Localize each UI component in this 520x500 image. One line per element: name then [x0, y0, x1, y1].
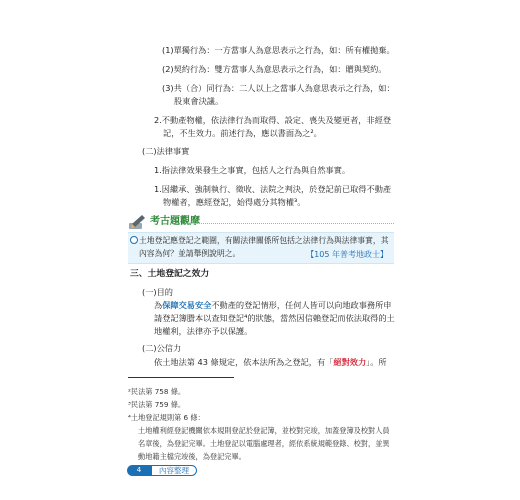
purpose-line-1: [154, 299, 391, 311]
purpose-post: 不動產的登記情形，任何人皆可以向地政事務所申: [211, 300, 392, 310]
legal-fact-item-2-cont: 物權者，應經登記，始得處分其物權³。: [163, 197, 306, 207]
item-2-real-right-cont: 記，不生效力。前述行為，應以書面為之²。: [163, 128, 322, 138]
legal-fact-item-1: 1.指法律效果發生之事實，包括人之行為與自然事實。: [154, 165, 351, 175]
page-tab: [127, 465, 201, 476]
purpose-pre: 為: [154, 300, 163, 310]
exam-review-header: [128, 214, 394, 231]
public-trust-pre: 依土地法第 43 條規定，依本法所為之登記，有「: [154, 357, 334, 367]
page-number: 4: [127, 465, 151, 476]
section-heading: 三、土地登記之效力: [130, 269, 210, 279]
subheading-public-trust: (二)公信力: [142, 343, 182, 353]
highlight-transaction-safety: 保障交易安全: [162, 300, 212, 310]
exam-question-line-2: 內容為何？並請舉例說明之。: [139, 249, 241, 258]
item-3-joint-act-cont: 股東會決議。: [174, 96, 224, 106]
legal-fact-item-2: 1.因繼承、強制執行、徵收、法院之判決，於登記前已取得不動產: [154, 184, 392, 194]
footnote-divider: [128, 377, 234, 378]
purpose-line-2: 請登記簿謄本以查知登記⁴的狀態，當然因信賴登記而依法取得的土: [154, 313, 395, 323]
item-3-joint-act: (3)共（合）同行為：二人以上之當事人為意思表示之行為，如：: [162, 83, 395, 93]
footnote-3: ³民法第 759 條。: [128, 400, 186, 409]
highlight-absolute-effect: 絕對效力: [333, 357, 367, 367]
subheading-purpose: (一)目的: [142, 287, 173, 297]
question-bullet-icon: [130, 236, 138, 244]
footnote-4-line-3: 動地籍主檔完竣後，為登記完畢。: [138, 452, 246, 461]
exam-source: 【105 年普考地政士】: [306, 250, 388, 259]
exam-question-box: [128, 232, 394, 264]
item-2-contract-act: (2)契約行為：雙方當事人為意思表示之行為，如：贈與契約。: [162, 64, 387, 74]
purpose-line-3: 地權利，法律亦予以保護。: [154, 326, 253, 336]
item-2-real-right: 2.不動產物權，依法律行為而取得、設定、喪失及變更者，非經登: [154, 115, 392, 125]
footnote-4-line-2: 名章後，為登記完畢。土地登記以電腦處理者，經依系統規範登錄、校對，並異: [138, 439, 390, 448]
public-trust-post: 」。所: [366, 357, 387, 367]
exam-divider: [194, 223, 394, 224]
footnote-4: ⁴土地登記規則第 6 條：: [128, 413, 205, 422]
pencil-icon: [128, 214, 146, 230]
public-trust-line-1: [154, 356, 387, 368]
footnote-2: ²民法第 758 條。: [128, 387, 186, 396]
exam-question-line-1: 土地登記應登記之範圍，有關法律關係所包括之法律行為與法律事實，其: [139, 236, 389, 245]
subheading-legal-fact: (二)法律事實: [142, 146, 190, 156]
exam-review-title: 考古題觀摩: [150, 216, 200, 227]
item-1-single-act: (1)單獨行為：一方當事人為意思表示之行為，如：所有權拋棄。: [162, 45, 395, 55]
page-tab-label: 內容整理: [151, 465, 197, 476]
footnote-4-line-1: 土地權利經登記機關依本規則登記於登記簿，並校對完竣，加蓋登簿及校對人員: [138, 426, 390, 435]
